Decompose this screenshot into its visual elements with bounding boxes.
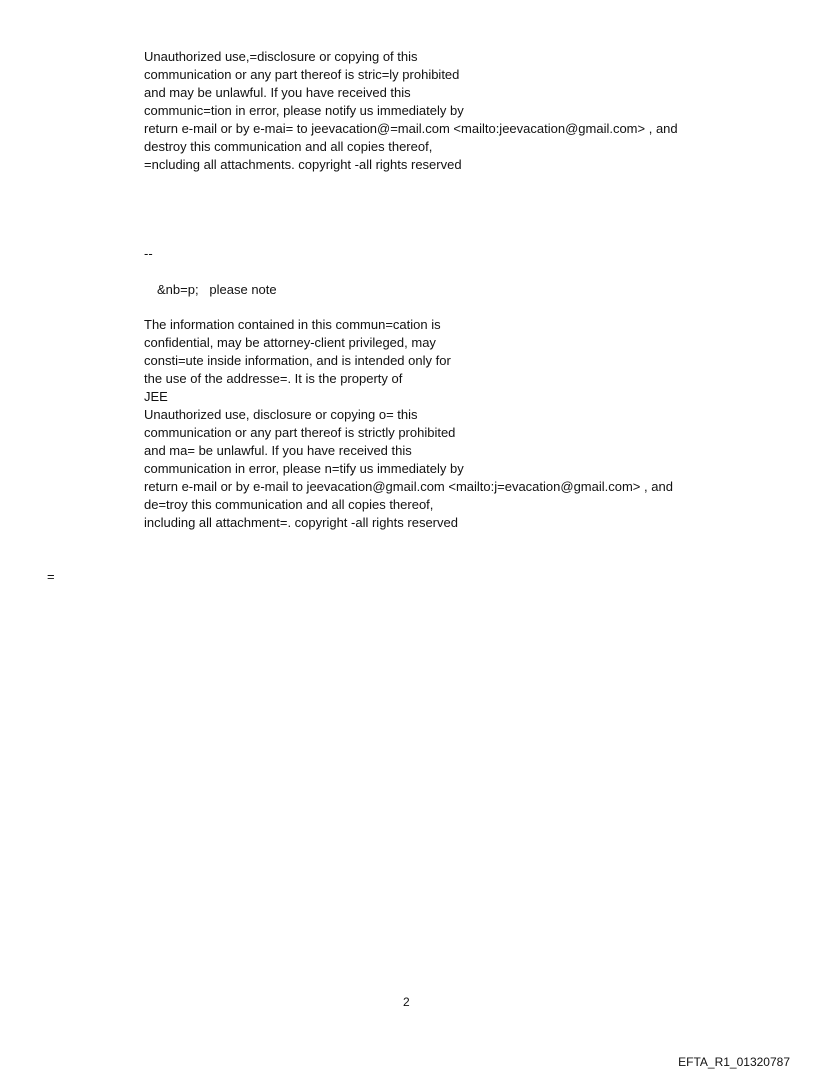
please-note-heading: &nb=p; please note (157, 282, 277, 297)
disclaimer-line: communication in error, please n=tify us immediately by (144, 461, 464, 476)
disclaimer-line: return e-mail or by e-mail to jeevacation@gmail.com <mailto:j=evacation@gmail.com> , and (144, 479, 673, 494)
page-number: 2 (403, 995, 410, 1009)
disclaimer-line: including all attachment=. copyright -all rights reserved (144, 515, 458, 530)
bates-number: EFTA_R1_01320787 (678, 1055, 790, 1069)
disclaimer-line: and ma= be unlawful. If you have received this (144, 443, 412, 458)
signature-separator: -- (144, 246, 153, 261)
disclaimer-line: destroy this communication and all copies thereof, (144, 139, 433, 154)
disclaimer-line: communic=tion in error, please notify us immediately by (144, 103, 464, 118)
disclaimer-line: Unauthorized use,=disclosure or copying of this (144, 49, 418, 64)
stray-equals-sign: = (47, 569, 55, 584)
disclaimer-line: Unauthorized use, disclosure or copying o= this (144, 407, 418, 422)
disclaimer-line: communication or any part thereof is strictly prohibited (144, 425, 456, 440)
disclaimer-line: JEE (144, 389, 168, 404)
disclaimer-line: and may be unlawful. If you have received this (144, 85, 411, 100)
disclaimer-block-1 (144, 48, 678, 174)
disclaimer-line: return e-mail or by e-mai= to jeevacation@=mail.com <mailto:jeevacation@gmail.com> , and (144, 121, 678, 136)
disclaimer-line: confidential, may be attorney-client privileged, may (144, 335, 436, 350)
disclaimer-line: de=troy this communication and all copies thereof, (144, 497, 434, 512)
disclaimer-line: consti=ute inside information, and is intended only for (144, 353, 451, 368)
disclaimer-line: =ncluding all attachments. copyright -all rights reserved (144, 157, 462, 172)
disclaimer-block-2 (144, 316, 673, 532)
disclaimer-line: communication or any part thereof is stric=ly prohibited (144, 67, 460, 82)
disclaimer-line: the use of the addresse=. It is the property of (144, 371, 403, 386)
disclaimer-line: The information contained in this commun=cation is (144, 317, 441, 332)
